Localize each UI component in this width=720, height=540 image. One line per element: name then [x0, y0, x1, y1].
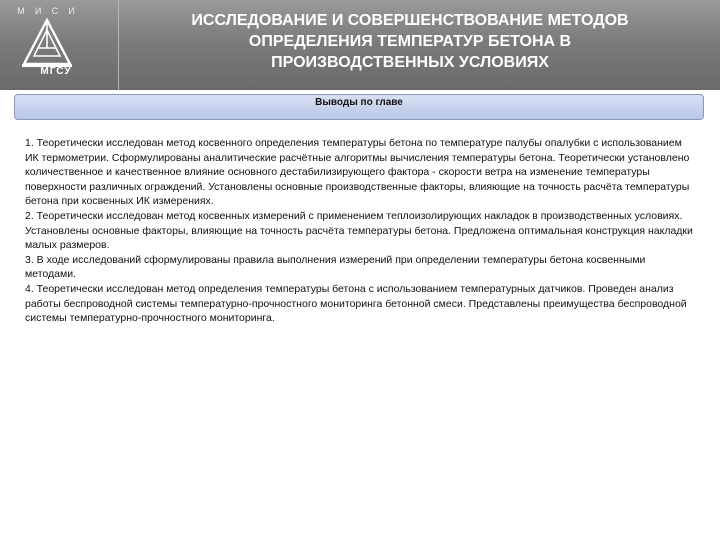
conclusions-body: [25, 136, 697, 326]
conclusion-paragraph: 4. Теоретически исследован метод определения температуры бетона с использованием температурных датчиков. Проведен анализ работы беспроводной системы температурно-прочностного мониторинга бетонной смеси. Представлены преимущества беспроводной системы температурно-прочностного мониторинга.: [25, 282, 687, 325]
logo-badge: МГСУ: [40, 66, 72, 77]
conclusion-paragraph: 2. Теоретически исследован метод косвенных измерений с применением теплоизолирующих накладок в производственных условиях. Установлены основные факторы, влияющие на точность расчёта температуры бетона. Предложена оптимальная конструкция накладки малых размеров.: [25, 209, 693, 252]
conclusion-paragraph: 3. В ходе исследований сформулированы правила выполнения измерений при определении температуры бетона косвенными методами.: [25, 253, 646, 281]
conclusion-paragraph: 1. Теоретически исследован метод косвенного определения температуры бетона по температуре палубы опалубки с использованием ИК термометрии. Сформулированы аналитические расчётные алгоритмы вычисления температуры бетона. Теоретически установлено количественное и качественное влияние основного дестабилизирующего фактора - скорости ветра на изменение температуры поверхности различных ограждений. Установлены основные производственные факторы, влияющие на точность расчёта температуры бетона при косвенных ИК измерениях.: [25, 137, 690, 208]
header-banner: [0, 0, 720, 90]
header-divider: [118, 0, 119, 90]
section-header-bar: [14, 94, 704, 120]
page-title: ИССЛЕДОВАНИЕ И СОВЕРШЕНСТВОВАНИЕ МЕТОДОВ ОПРЕДЕЛЕНИЯ ТЕМПЕРАТУР БЕТОНА В ПРОИЗВОДСТВЕННЫХ УСЛОВИЯХ: [191, 12, 629, 71]
building-emblem-icon: [20, 18, 74, 68]
section-title: Выводы по главе: [315, 97, 403, 108]
logo-letter: И: [68, 6, 75, 16]
logo: [6, 4, 86, 84]
logo-letters: [6, 6, 86, 18]
logo-letter: С: [51, 6, 59, 16]
logo-letter: М: [17, 6, 25, 16]
logo-letter: И: [34, 6, 42, 16]
